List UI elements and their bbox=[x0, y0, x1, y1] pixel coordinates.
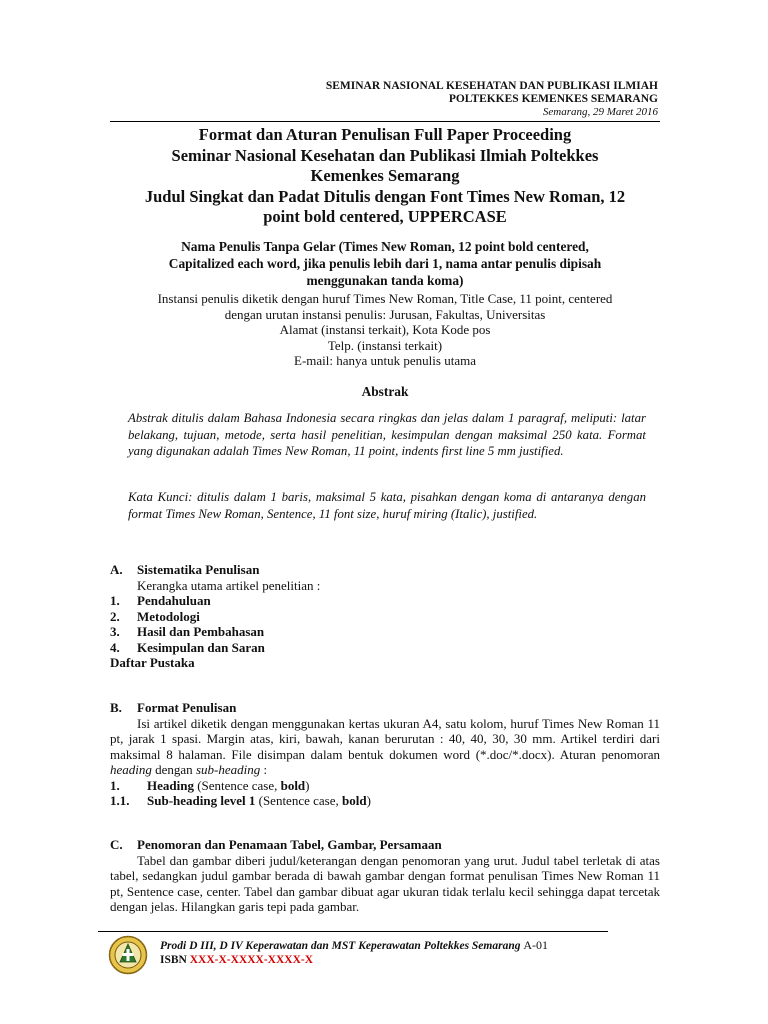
header-line-1: SEMINAR NASIONAL KESEHATAN DAN PUBLIKASI ILMIAH bbox=[325, 80, 658, 92]
section-a-heading bbox=[110, 562, 660, 578]
section-c-heading bbox=[110, 837, 660, 853]
list-item bbox=[110, 609, 660, 625]
header-line-2: POLTEKKES KEMENKES SEMARANG bbox=[448, 93, 658, 105]
page-number: A-01 bbox=[523, 938, 549, 952]
author-block bbox=[110, 238, 660, 289]
para-italic: heading bbox=[110, 762, 152, 777]
title-line: Judul Singkat dan Padat Ditulis dengan Font Times New Roman, 12 bbox=[144, 186, 626, 206]
isbn-label: ISBN bbox=[160, 954, 187, 966]
para-text: dengan bbox=[151, 762, 196, 777]
list-item bbox=[110, 640, 660, 656]
section-c-paragraph: Tabel dan gambar diberi judul/keterangan dengan penomoran yang urut. Judul tabel terletak di atas tabel, sedangkan judul gambar berada di bawah gambar dengan format penulisan Times New Roman 11 pt, Sentence case, center. Tabel dan gambar dibuat agar ukuran tidak terlalu kecil sehingga dapat tercetak dengan jelas. Hilangkan garis tepi pada gambar. bbox=[110, 852, 660, 914]
section-title: Format Penulisan bbox=[137, 700, 237, 715]
section-c bbox=[110, 837, 660, 915]
format-text: (Sentence case, bbox=[255, 793, 342, 808]
institution-line: Telp. (instansi terkait) bbox=[327, 337, 443, 353]
list-num: 2. bbox=[110, 608, 120, 624]
institution-line: E-mail: hanya untuk penulis utama bbox=[294, 353, 476, 368]
format-label: Heading bbox=[147, 777, 194, 793]
section-title: Sistematika Penulisan bbox=[137, 562, 260, 577]
footer-isbn bbox=[160, 953, 548, 967]
section-letter: A. bbox=[110, 562, 123, 577]
section-letter: B. bbox=[110, 700, 122, 715]
author-line: Capitalized each word, jika penulis lebih dari 1, nama antar penulis dipisah bbox=[168, 256, 602, 271]
section-b-heading bbox=[110, 700, 660, 716]
list-num: 1. bbox=[110, 777, 120, 793]
footer-institution: Prodi D III, D IV Keperawatan dan MST Keperawatan Poltekkes Semarang bbox=[160, 940, 521, 952]
list-label: Hasil dan Pembahasan bbox=[137, 624, 265, 639]
institution-block bbox=[110, 291, 660, 369]
keywords-text: Kata Kunci: ditulis dalam 1 baris, maksimal 5 kata, pisahkan dengan koma di antaranya dengan format Times New Roman, Sentence, 11 font size, huruf miring (Italic), justified. bbox=[128, 490, 646, 521]
heading-format-text bbox=[137, 778, 310, 794]
format-bold: bold bbox=[341, 793, 367, 808]
footer-rule bbox=[98, 931, 608, 932]
list-item bbox=[110, 624, 660, 640]
list-num: 1. bbox=[110, 593, 120, 608]
author-line: menggunakan tanda koma) bbox=[306, 273, 464, 288]
format-text: (Sentence case, bbox=[193, 777, 281, 793]
list-label: Metodologi bbox=[137, 608, 200, 624]
list-num: 1.1. bbox=[110, 793, 130, 808]
institution-line: dengan urutan instansi penulis: Jurusan, Fakultas, Universitas bbox=[224, 306, 546, 322]
list-label: Kesimpulan dan Saran bbox=[137, 639, 265, 655]
format-text: ) bbox=[366, 793, 371, 808]
paper-title bbox=[110, 125, 660, 228]
title-line: Kemenkes Semarang bbox=[310, 166, 460, 185]
section-a-tail: Daftar Pustaka bbox=[110, 655, 195, 670]
list-num: 4. bbox=[110, 639, 120, 655]
format-text: ) bbox=[305, 777, 310, 793]
poltekkes-logo-icon bbox=[108, 935, 148, 975]
header-date: Semarang, 29 Maret 2016 bbox=[542, 106, 658, 118]
title-line: Format dan Aturan Penulisan Full Paper Proceeding bbox=[198, 125, 572, 144]
isbn-value: XXX-X-XXXX-XXXX-X bbox=[189, 954, 314, 966]
title-line: point bold centered, UPPERCASE bbox=[263, 207, 507, 226]
abstract-text: Abstrak ditulis dalam Bahasa Indonesia secara ringkas dan jelas dalam 1 paragraf, meliputi: latar belakang, tujuan, metode, serta hasil penelitian, kesimpulan dengan maksimal 250 kata. Format yang digunakan adalah Times New Roman, 11 point, indents first line 5 mm justified. bbox=[128, 411, 646, 458]
page-header bbox=[326, 80, 658, 119]
para-italic: sub-heading bbox=[195, 762, 261, 777]
format-bold: bold bbox=[280, 777, 306, 793]
format-label: Sub-heading level 1 bbox=[147, 793, 256, 808]
list-num: 3. bbox=[110, 624, 120, 639]
abstract-heading: Abstrak bbox=[361, 384, 409, 399]
institution-line: Alamat (instansi terkait), Kota Kode pos bbox=[279, 322, 491, 337]
subheading-format-item bbox=[110, 793, 660, 809]
heading-format-item bbox=[110, 778, 660, 794]
section-b-paragraph bbox=[110, 716, 660, 778]
section-a bbox=[110, 562, 660, 671]
section-b bbox=[110, 700, 660, 809]
section-a-intro: Kerangka utama artikel penelitian : bbox=[137, 577, 321, 593]
para-text: : bbox=[260, 762, 268, 777]
list-label: Pendahuluan bbox=[137, 593, 211, 608]
section-letter: C. bbox=[110, 837, 123, 852]
header-rule bbox=[110, 121, 660, 122]
footer-line-1 bbox=[160, 938, 548, 953]
subheading-format-text bbox=[147, 793, 371, 809]
title-line: Seminar Nasional Kesehatan dan Publikasi Ilmiah Poltekkes bbox=[171, 145, 599, 165]
institution-line: Instansi penulis diketik dengan huruf Times New Roman, Title Case, 11 point, centered bbox=[157, 291, 613, 306]
para-text: Isi artikel diketik dengan menggunakan kertas ukuran A4, satu kolom, huruf Times New Roman 11 pt, jarak 1 spasi. Margin atas, kiri, bawah, kanan berurutan : 40, 40, 30, 30 mm. Artikel terdiri dari maksimal 8 halaman. File disimpan dalam bentuk dokumen word (*.doc/*.docx). Aturan penomoran bbox=[110, 715, 660, 762]
footer bbox=[160, 938, 548, 967]
list-item bbox=[110, 593, 660, 609]
author-line: Nama Penulis Tanpa Gelar (Times New Roman, 12 point bold centered, bbox=[181, 239, 589, 254]
section-title: Penomoran dan Penamaan Tabel, Gambar, Persamaan bbox=[137, 837, 442, 852]
